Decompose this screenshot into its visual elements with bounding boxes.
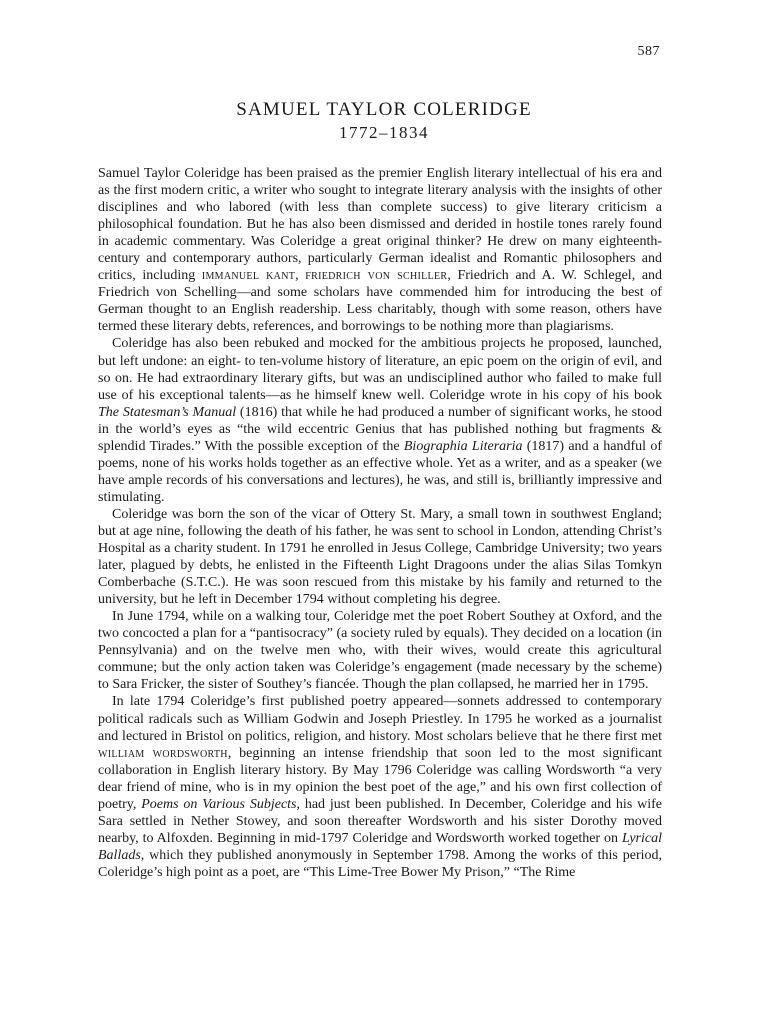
book-title: The Statesman’s Manual: [98, 404, 237, 420]
paragraph: [98, 335, 662, 505]
text-run: , which they published anonymously in September 1798. Among the works of this period, Coleridge’s high point as a poet, are “This Lime-Tree Bower My Prison,” “The Rime: [98, 847, 662, 880]
text-run: (1816) that while he had produced a number of significant works, he stood in the world’s eyes as “the wild eccentric Genius that has published nothing but fragments & splendid Tirades.” With the possible exception of the: [98, 404, 662, 454]
page-number: 587: [637, 44, 660, 59]
text-run: Samuel Taylor Coleridge has been praised as the premier English literary intellectual of his era and as the first modern critic, a writer who sought to integrate literary analysis with the insights of other disciplines and who labored (with less than complete success) to give literary criticism a philosophical foundation. But he has also been dismissed and derided in hostile tones rarely found in academic commentary. Was Coleridge a great original thinker? He drew on many eighteenth-century and contemporary authors, particularly German idealist and Romantic philosophers and critics, including: [98, 166, 662, 284]
text-run: ,: [295, 268, 306, 284]
author-dates: 1772–1834: [339, 123, 429, 142]
text-run: Coleridge has also been rebuked and mocked for the ambitious projects he proposed, launched, but left undone: an eight- to ten-volume history of literature, an epic poem on the origin of evil, and so on. He had extraordinary literary gifts, but was an undisciplined author who failed to make full use of his exceptional talents—as he himself knew well. Coleridge wrote in his copy of his book: [98, 336, 662, 403]
name-smallcaps: friedrich von schiller: [305, 268, 448, 284]
paragraph: [98, 165, 662, 335]
name-smallcaps: william wordsworth: [98, 745, 228, 761]
book-title: Lyrical Ballads: [98, 830, 662, 863]
text-run: , had just been published. In December, Coleridge and his wife Sara settled in Nether Stowey, and soon thereafter Wordsworth and his sister Dorothy moved nearby, to Alfoxden. Beginning in mid-1797 Coleridge and Wordsworth worked together on: [98, 796, 662, 846]
text-run: , Friedrich and A. W. Schlegel, and Friedrich von Schelling—and some scholars have commended him for introducing the best of German thought to an English readership. Less charitably, though with some reason, others have termed these literary debts, references, and borrowings to be nothing more than plagiarisms.: [98, 268, 663, 335]
author-title: SAMUEL TAYLOR COLERIDGE: [236, 99, 532, 120]
paragraph: [98, 506, 662, 608]
name-smallcaps: immanuel kant: [201, 268, 296, 284]
book-title: Biographia Literaria: [403, 438, 523, 454]
text-run: In late 1794 Coleridge’s first published poetry appeared—sonnets addressed to contemporary political radicals such as William Godwin and Joseph Priestley. In 1795 he worked as a journalist and lectured in Bristol on politics, religion, and history. Most scholars believe that he there first met: [98, 694, 662, 744]
text-run: (1817) and a handful of poems, none of his works holds together as an effective whole. Yet as a writer, and as a speaker (we have ample records of his conversations and lectures), he was, and still is, brilliantly impressive and stimulating.: [98, 438, 662, 505]
body-text: [98, 165, 662, 881]
chapter-heading: [0, 98, 768, 145]
text-run: , beginning an intense friendship that soon led to the most significant collaboration in English literary history. By May 1796 Coleridge was calling Wordsworth “a very dear friend of mine, who is in my opinion the best poet of the age,” and his own first collection of poetry,: [98, 745, 662, 812]
text-run: Coleridge was born the son of the vicar of Ottery St. Mary, a small town in southwest England; but at age nine, following the death of his father, he was sent to school in London, attending Christ’s Hospital as a charity student. In 1791 he enrolled in Jesus College, Cambridge University; two years later, plagued by debts, he enlisted in the Fifteenth Light Dragoons under the alias Silas Tomkyn Comberbache (S.T.C.). He was soon rescued from this mistake by his family and returned to the university, but he left in December 1794 without completing his degree.: [98, 506, 662, 608]
paragraph: [98, 608, 662, 693]
paragraph: [98, 693, 662, 881]
book-title: Poems on Various Subjects: [141, 796, 297, 812]
text-run: In June 1794, while on a walking tour, Coleridge met the poet Robert Southey at Oxford, and the two concocted a plan for a “pantisocracy” (a society ruled by equals). They decided on a location (in Pennsylvania) and on the twelve men who, with their wives, would create this agricultural commune; but the only action taken was Coleridge’s engagement (made necessary by the scheme) to Sara Fricker, the sister of Southey’s fiancée. Though the plan collapsed, he married her in 1795.: [98, 609, 662, 693]
